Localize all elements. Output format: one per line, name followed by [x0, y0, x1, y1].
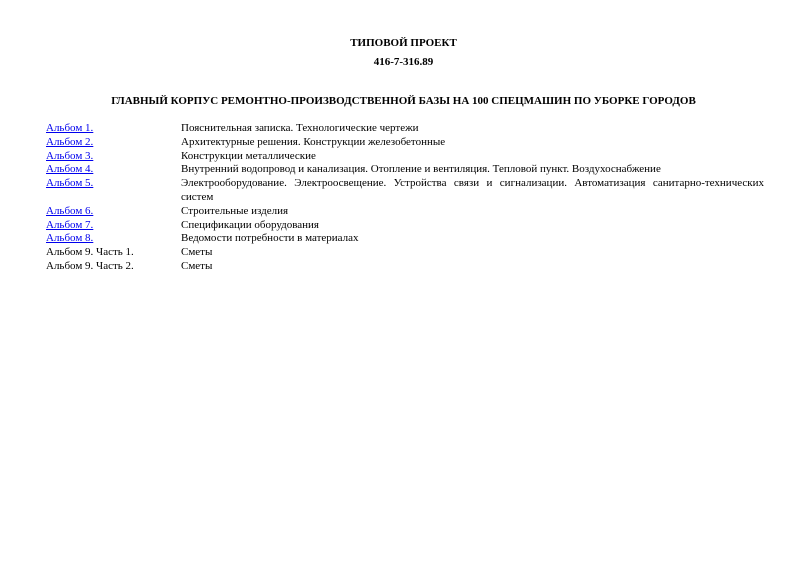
- album-row: [46, 205, 764, 219]
- album-row: [46, 246, 764, 260]
- album-name-cell: [46, 122, 181, 136]
- album-link-5[interactable]: Альбом 5.: [46, 177, 94, 190]
- album-row: [46, 150, 764, 164]
- album-link-2[interactable]: Альбом 2.: [46, 135, 94, 148]
- album-link-4[interactable]: Альбом 4.: [46, 163, 94, 176]
- album-description: Внутренний водопровод и канализация. Отопление и вентиляция. Тепловой пункт. Воздухоснабжение: [181, 163, 661, 176]
- album-row: [46, 219, 764, 233]
- album-link-3[interactable]: Альбом 3.: [46, 149, 94, 162]
- album-name-text: Альбом 9. Часть 2.: [46, 259, 134, 272]
- album-row: [46, 232, 764, 246]
- album-row: [46, 260, 764, 274]
- album-description: Архитектурные решения. Конструкции железобетонные: [181, 135, 446, 148]
- album-name-text: Альбом 9. Часть 1.: [46, 246, 134, 259]
- album-description: Конструкции металлические: [181, 149, 316, 162]
- album-link-6[interactable]: Альбом 6.: [46, 204, 94, 217]
- album-row: [46, 177, 764, 205]
- album-description: Пояснительная записка. Технологические чертежи: [181, 122, 419, 134]
- album-description: Сметы: [181, 259, 213, 272]
- album-description: Спецификации оборудования: [181, 218, 319, 231]
- album-list: [46, 122, 764, 274]
- album-link-1[interactable]: Альбом 1.: [46, 122, 94, 134]
- album-description: Строительные изделия: [181, 204, 289, 217]
- album-description: Сметы: [181, 246, 213, 259]
- document-label: ТИПОВОЙ ПРОЕКТ: [350, 37, 457, 49]
- album-description: Электрооборудование. Электроосвещение. Устройства связи и сигнализации. Автоматизация санитарно-технических систем: [181, 177, 764, 203]
- document-title: ГЛАВНЫЙ КОРПУС РЕМОНТНО-ПРОИЗВОДСТВЕННОЙ БАЗЫ НА 100 СПЕЦМАШИН ПО УБОРКЕ ГОРОДОВ: [111, 95, 696, 107]
- album-row: [46, 122, 764, 136]
- album-name-cell: [46, 177, 181, 205]
- album-name-cell: [46, 219, 181, 233]
- album-name-cell: [46, 136, 181, 150]
- album-name-cell: [46, 150, 181, 164]
- album-link-8[interactable]: Альбом 8.: [46, 232, 94, 245]
- album-row: [46, 136, 764, 150]
- album-row: [46, 163, 764, 177]
- album-link-7[interactable]: Альбом 7.: [46, 218, 94, 231]
- document-code: 416-7-316.89: [373, 56, 434, 68]
- album-name-cell: [46, 232, 181, 246]
- album-name-cell: [46, 205, 181, 219]
- album-name-cell: [46, 163, 181, 177]
- album-description: Ведомости потребности в материалах: [181, 232, 359, 245]
